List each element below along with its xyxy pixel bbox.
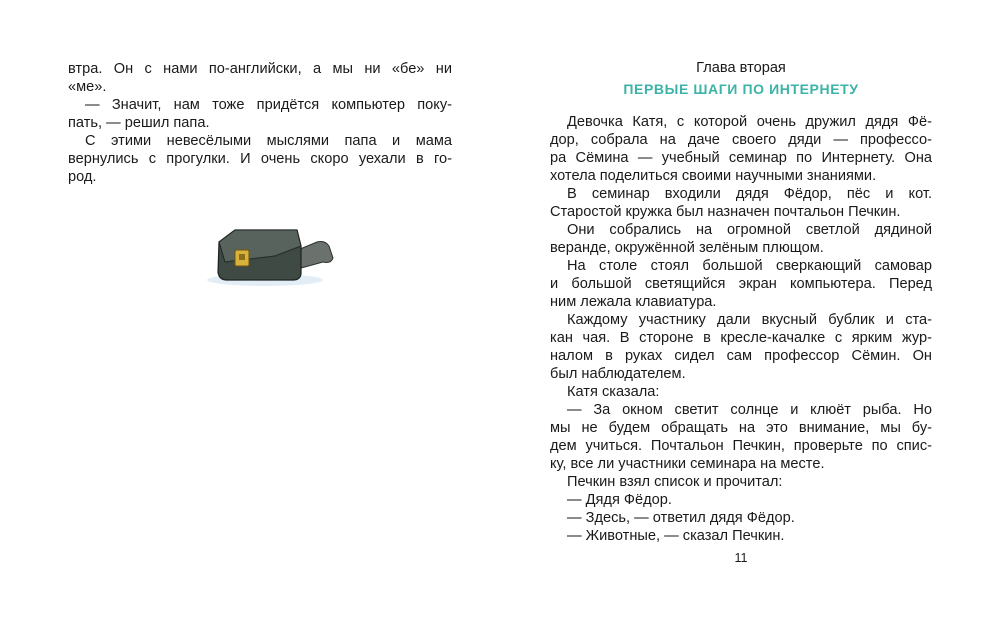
text-line: и большой светящийся экран компьютера. Перед [550, 276, 932, 292]
text-line: — За окном светит солнце и клюёт рыба. Но [567, 402, 932, 418]
text-line: На столе стоял большой сверкающий самовар [567, 258, 932, 274]
briefcase-bag-icon [205, 222, 335, 288]
text-line: втра. Он с нами по-английски, а мы ни «бе» ни [68, 61, 452, 77]
text-line: род. [68, 169, 97, 185]
text-line: ним лежала клавиатура. [550, 294, 717, 310]
text-line: С этими невесёлыми мыслями папа и мама [85, 133, 452, 149]
text-line: веранде, окружённой зелёным плющом. [550, 240, 824, 256]
text-line: ку, все ли участники семинара на месте. [550, 456, 825, 472]
text-line: дем учиться. Почтальон Печкин, проверьте по спис- [550, 438, 932, 454]
text-line: Печкин взял список и прочитал: [567, 474, 783, 490]
text-line: налом в руках сидел сам профессор Сёмин. Он [550, 348, 932, 364]
text-line: пать, — решил папа. [68, 115, 210, 131]
text-line: кан чая. В стороне в кресле-качалке с ярким жур- [550, 330, 932, 346]
text-line: — Значит, нам тоже придётся компьютер поку- [85, 97, 452, 113]
text-line: хотела поделиться своими научными знаниями. [550, 168, 877, 184]
text-line: «ме». [68, 79, 107, 95]
text-line: — Дядя Фёдор. [567, 492, 672, 508]
page-number: 11 [734, 551, 748, 565]
chapter-title: ПЕРВЫЕ ШАГИ ПО ИНТЕРНЕТУ [623, 81, 859, 97]
text-line: Девочка Катя, с которой очень дружил дядя Фё- [567, 114, 932, 130]
text-line: дор, собрала на даче своего дяди — профессо- [550, 132, 932, 148]
text-line: В семинар входили дядя Фёдор, пёс и кот. [567, 186, 932, 202]
text-line: — Здесь, — ответил дядя Фёдор. [567, 510, 795, 526]
text-line: был наблюдателем. [550, 366, 686, 382]
text-line: вернулись с прогулки. И очень скоро уехали в го- [68, 151, 452, 167]
text-line: — Животные, — сказал Печкин. [567, 528, 785, 544]
text-line: мы не будем обращать на это внимание, мы бу- [550, 420, 932, 436]
text-line: Старостой кружка был назначен почтальон Печкин. [550, 204, 901, 220]
chapter-label: Глава вторая [696, 60, 786, 76]
text-line: Они собрались на огромной светлой дядиной [567, 222, 932, 238]
text-line: Катя сказала: [567, 384, 660, 400]
text-line: Каждому участнику дали вкусный бублик и ста- [567, 312, 932, 328]
text-line: ра Сёмина — учебный семинар по Интернету. Она [550, 150, 932, 166]
